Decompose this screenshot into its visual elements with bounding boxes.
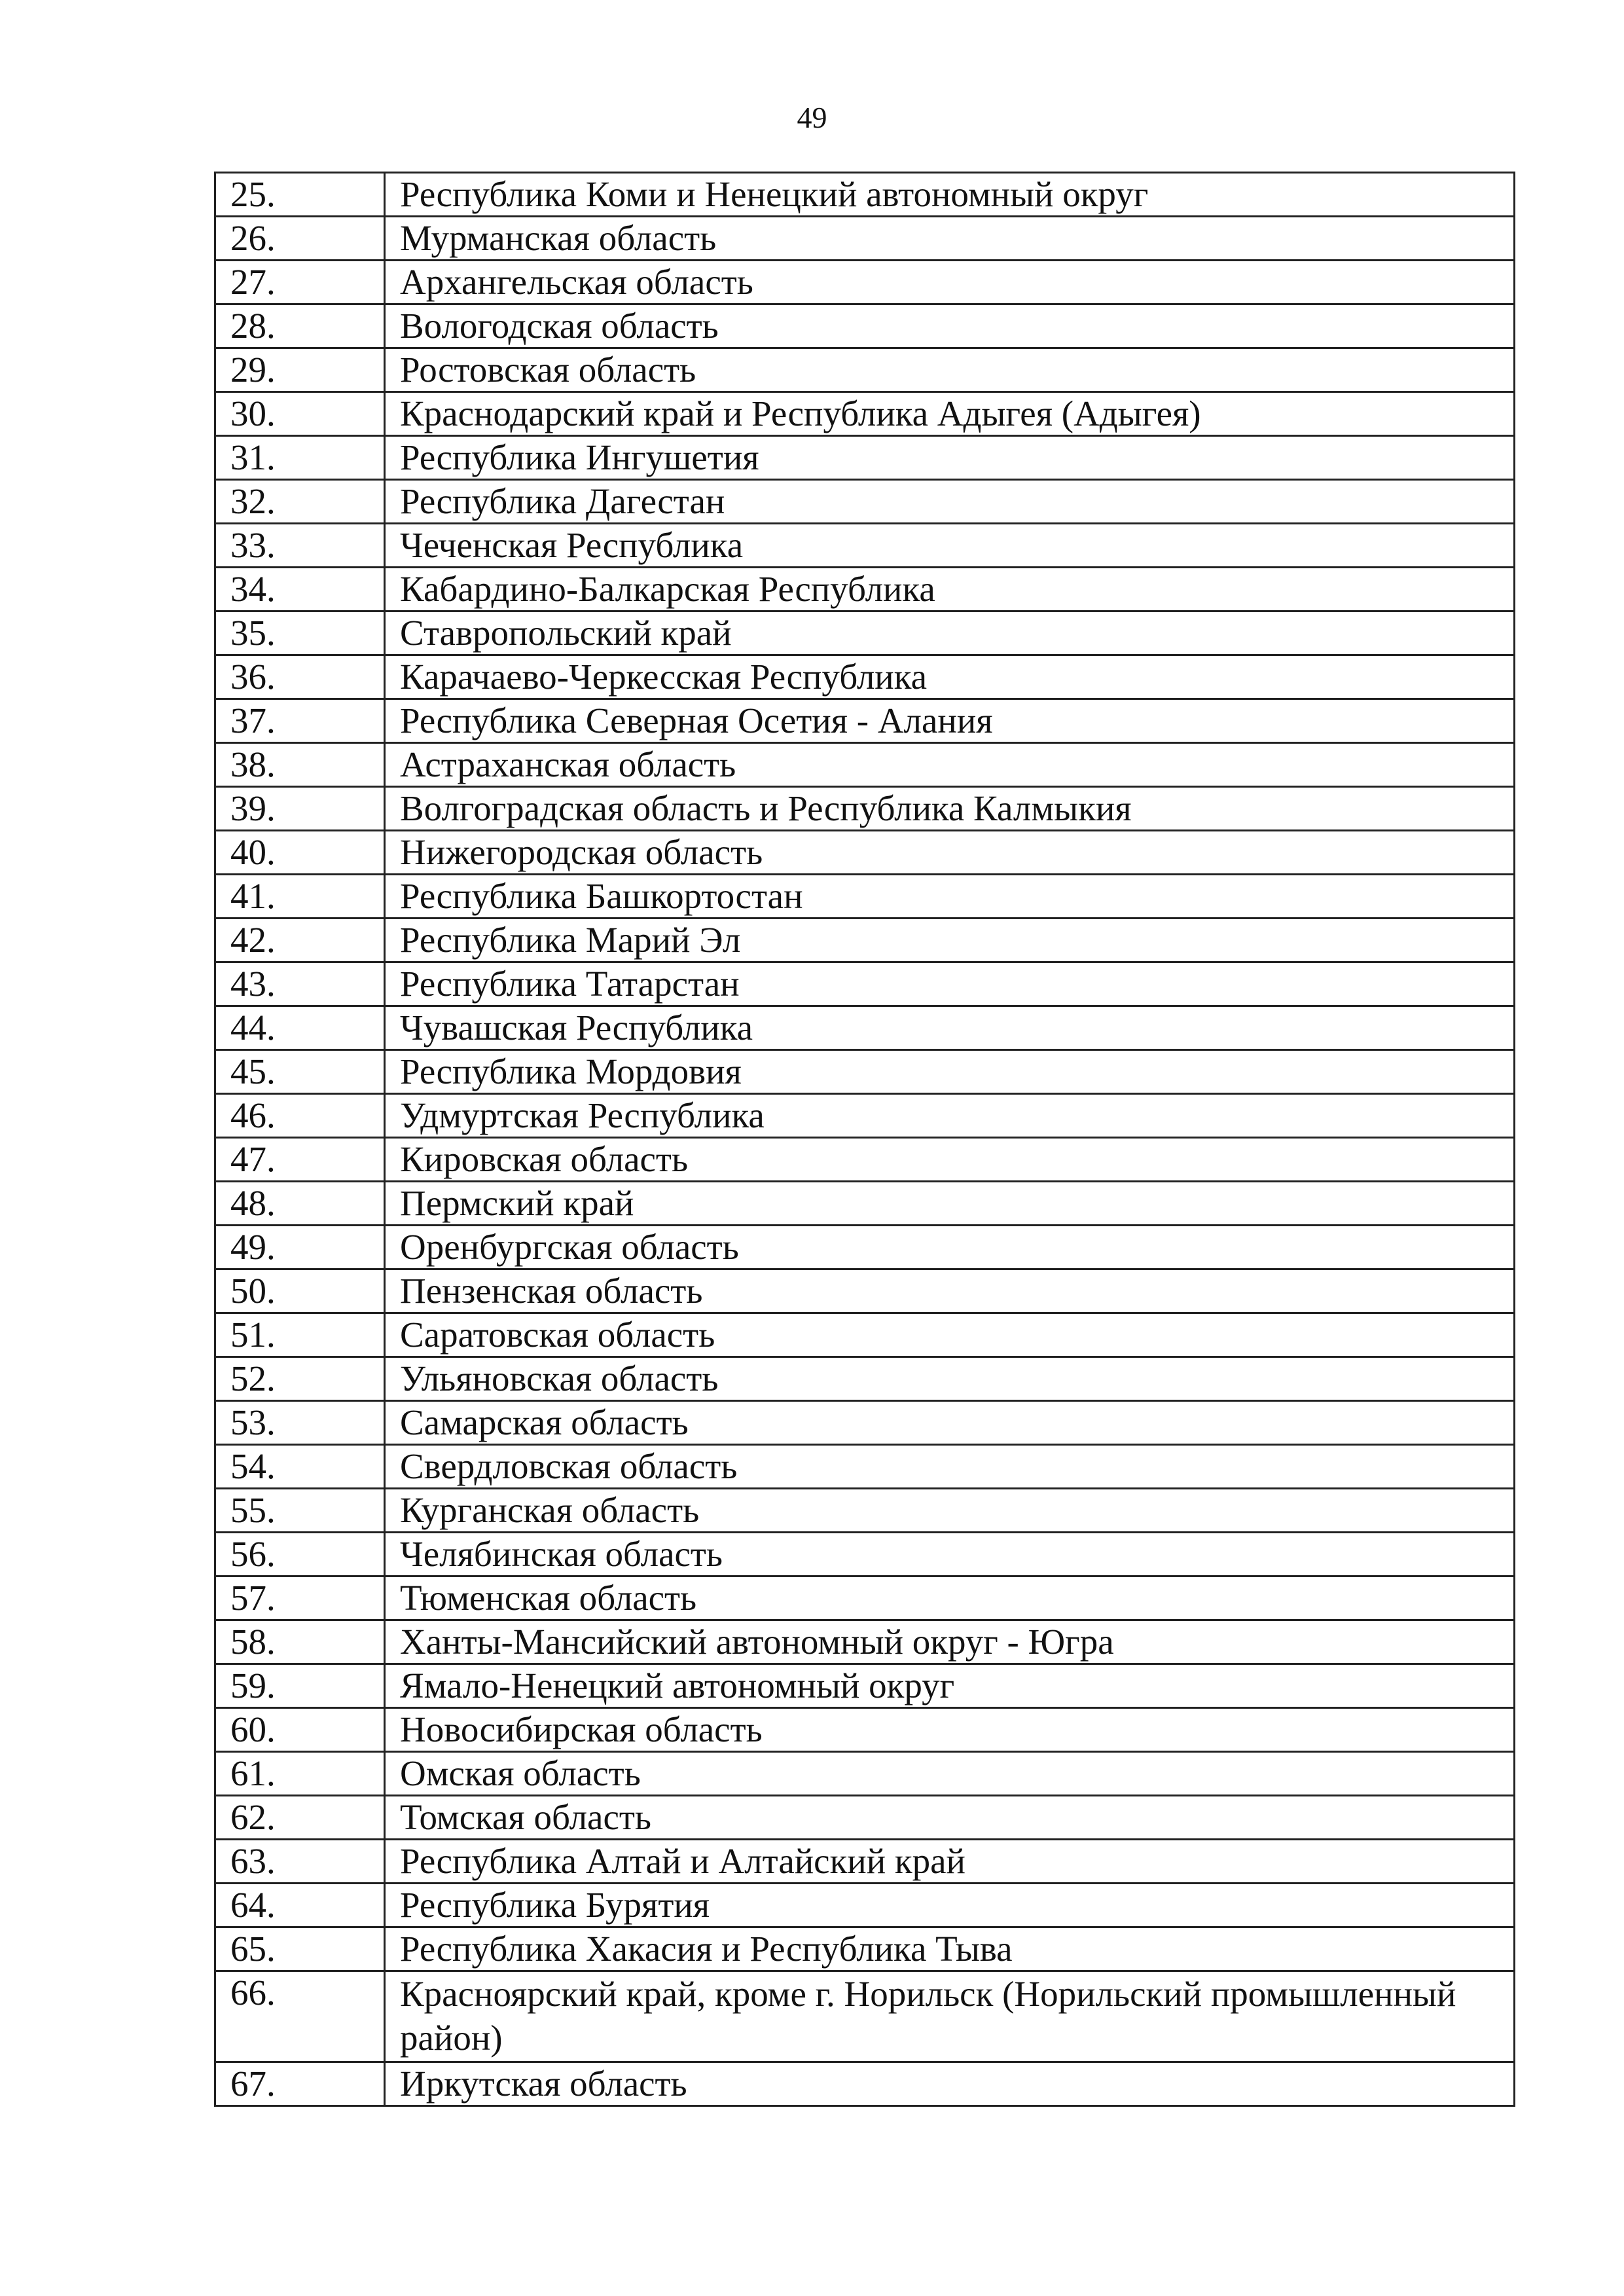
table-row (215, 831, 1515, 875)
row-number: 30. (215, 392, 385, 436)
table-row (215, 524, 1515, 568)
region-name: Республика Алтай и Алтайский край (385, 1840, 1515, 1884)
table-row (215, 1884, 1515, 1927)
row-number: 60. (215, 1708, 385, 1752)
region-name: Саратовская область (385, 1313, 1515, 1357)
row-number: 27. (215, 261, 385, 304)
region-name: Республика Северная Осетия - Алания (385, 699, 1515, 743)
row-number: 66. (215, 1971, 385, 2062)
row-number: 40. (215, 831, 385, 875)
table-row (215, 1620, 1515, 1664)
row-number: 35. (215, 611, 385, 655)
table-row (215, 1094, 1515, 1138)
table-row (215, 1313, 1515, 1357)
table-row (215, 962, 1515, 1006)
region-name: Оренбургская область (385, 1226, 1515, 1269)
table-row (215, 655, 1515, 699)
page-number: 49 (797, 101, 827, 134)
region-name: Астраханская область (385, 743, 1515, 787)
region-name: Пензенская область (385, 1269, 1515, 1313)
table-row (215, 1050, 1515, 1094)
row-number: 41. (215, 875, 385, 919)
table-row (215, 480, 1515, 524)
region-table-body (215, 173, 1515, 2106)
row-number: 50. (215, 1269, 385, 1313)
row-number: 56. (215, 1533, 385, 1576)
region-name: Чеченская Республика (385, 524, 1515, 568)
row-number: 38. (215, 743, 385, 787)
region-name: Нижегородская область (385, 831, 1515, 875)
table-row (215, 1226, 1515, 1269)
row-number: 43. (215, 962, 385, 1006)
row-number: 32. (215, 480, 385, 524)
region-name: Тюменская область (385, 1576, 1515, 1620)
table-row (215, 1489, 1515, 1533)
row-number: 49. (215, 1226, 385, 1269)
row-number: 67. (215, 2062, 385, 2106)
row-number: 34. (215, 568, 385, 611)
region-name: Республика Башкортостан (385, 875, 1515, 919)
row-number: 48. (215, 1182, 385, 1226)
table-row (215, 1533, 1515, 1576)
table-row (215, 1752, 1515, 1796)
region-name: Республика Мордовия (385, 1050, 1515, 1094)
table-row (215, 1138, 1515, 1182)
region-name: Ямало-Ненецкий автономный округ (385, 1664, 1515, 1708)
row-number: 26. (215, 217, 385, 261)
region-name: Кировская область (385, 1138, 1515, 1182)
table-row (215, 1664, 1515, 1708)
row-number: 52. (215, 1357, 385, 1401)
table-row (215, 436, 1515, 480)
table-row (215, 699, 1515, 743)
table-row (215, 261, 1515, 304)
row-number: 51. (215, 1313, 385, 1357)
region-name: Вологодская область (385, 304, 1515, 348)
row-number: 55. (215, 1489, 385, 1533)
row-number: 28. (215, 304, 385, 348)
table-row (215, 392, 1515, 436)
table-row (215, 1006, 1515, 1050)
row-number: 53. (215, 1401, 385, 1445)
table-row (215, 1401, 1515, 1445)
region-name: Кабардино-Балкарская Республика (385, 568, 1515, 611)
region-name: Ханты-Мансийский автономный округ - Югра (385, 1620, 1515, 1664)
table-row (215, 1796, 1515, 1840)
row-number: 59. (215, 1664, 385, 1708)
row-number: 65. (215, 1927, 385, 1971)
region-name: Ульяновская область (385, 1357, 1515, 1401)
row-number: 25. (215, 173, 385, 217)
table-row (215, 743, 1515, 787)
table-row (215, 1182, 1515, 1226)
region-name: Республика Хакасия и Республика Тыва (385, 1927, 1515, 1971)
region-name: Челябинская область (385, 1533, 1515, 1576)
table-row (215, 1927, 1515, 1971)
region-name: Архангельская область (385, 261, 1515, 304)
row-number: 63. (215, 1840, 385, 1884)
row-number: 31. (215, 436, 385, 480)
table-row (215, 1708, 1515, 1752)
table-row (215, 348, 1515, 392)
region-name: Чувашская Республика (385, 1006, 1515, 1050)
table-row (215, 2062, 1515, 2106)
region-name: Удмуртская Республика (385, 1094, 1515, 1138)
row-number: 57. (215, 1576, 385, 1620)
table-row (215, 787, 1515, 831)
table-row (215, 611, 1515, 655)
region-name: Томская область (385, 1796, 1515, 1840)
region-name: Омская область (385, 1752, 1515, 1796)
row-number: 44. (215, 1006, 385, 1050)
row-number: 42. (215, 919, 385, 962)
row-number: 47. (215, 1138, 385, 1182)
table-row (215, 217, 1515, 261)
region-name: Новосибирская область (385, 1708, 1515, 1752)
row-number: 39. (215, 787, 385, 831)
row-number: 37. (215, 699, 385, 743)
region-name: Красноярский край, кроме г. Норильск (Норильский промышленный район) (385, 1971, 1515, 2062)
table-row (215, 304, 1515, 348)
table-row (215, 1357, 1515, 1401)
row-number: 62. (215, 1796, 385, 1840)
region-name: Краснодарский край и Республика Адыгея (Адыгея) (385, 392, 1515, 436)
row-number: 45. (215, 1050, 385, 1094)
region-name: Республика Марий Эл (385, 919, 1515, 962)
region-name: Республика Коми и Ненецкий автономный округ (385, 173, 1515, 217)
row-number: 54. (215, 1445, 385, 1489)
row-number: 46. (215, 1094, 385, 1138)
region-name: Самарская область (385, 1401, 1515, 1445)
row-number: 58. (215, 1620, 385, 1664)
region-name: Республика Дагестан (385, 480, 1515, 524)
row-number: 29. (215, 348, 385, 392)
region-name: Иркутская область (385, 2062, 1515, 2106)
region-name: Мурманская область (385, 217, 1515, 261)
table-row (215, 919, 1515, 962)
region-name: Пермский край (385, 1182, 1515, 1226)
region-name: Курганская область (385, 1489, 1515, 1533)
region-name: Волгоградская область и Республика Калмыкия (385, 787, 1515, 831)
region-name: Республика Бурятия (385, 1884, 1515, 1927)
region-name: Свердловская область (385, 1445, 1515, 1489)
region-name: Республика Татарстан (385, 962, 1515, 1006)
table-row (215, 1576, 1515, 1620)
row-number: 64. (215, 1884, 385, 1927)
row-number: 33. (215, 524, 385, 568)
table-row (215, 568, 1515, 611)
region-name: Республика Ингушетия (385, 436, 1515, 480)
region-name: Карачаево-Черкесская Республика (385, 655, 1515, 699)
table-row (215, 1971, 1515, 2062)
table-row (215, 875, 1515, 919)
row-number: 61. (215, 1752, 385, 1796)
region-name: Ростовская область (385, 348, 1515, 392)
region-name: Ставропольский край (385, 611, 1515, 655)
table-row (215, 1840, 1515, 1884)
table-row (215, 173, 1515, 217)
region-table (214, 172, 1515, 2107)
table-row (215, 1445, 1515, 1489)
table-row (215, 1269, 1515, 1313)
row-number: 36. (215, 655, 385, 699)
